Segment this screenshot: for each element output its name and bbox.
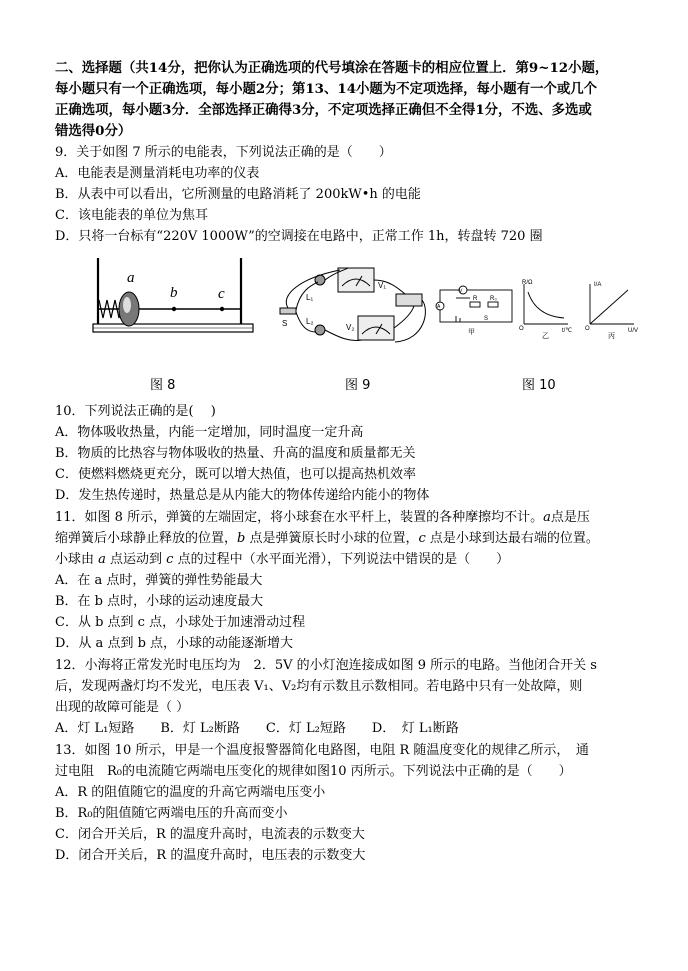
figure-8-diagram [93,258,253,332]
fig10-label-a: A [437,304,441,310]
q11-l3-a: 小球由 [55,552,99,567]
q11-l3-e: 点的过程中（水平面光滑），下列说法中错误的是（ ） [173,552,510,567]
fig9-battery [396,294,422,306]
fig10-caption: 图 10 [522,378,556,393]
fig10-label-o2: O [585,326,590,332]
q11-option-d: D．从 a 点到 b 点，小球的动能逐渐增大 [55,636,294,651]
fig9-bulb-2 [315,325,325,335]
fig10-label-bing: 丙 [608,333,615,340]
q11-l1-text: 11．如图 8 所示，弹簧的左端固定，将小球套在水平杆上，装置的各种摩擦均不计。 [55,510,544,525]
q13-option-b: B．R₀的阻值随它两端电压的升高而变小 [55,806,288,821]
q9-option-d: D．只将一台标有“220V 1000W”的空调接在电路中，正常工作 1h，转盘转 720 圈 [55,229,543,244]
q11-l1-tail: 点是压 [550,510,590,525]
q11-line-3 [55,549,509,570]
fig9-wire-6 [394,306,414,328]
fig10-label-r0: R₀ [490,296,497,302]
q10-stem: 10．下列说法正确的是( ) [55,404,216,419]
fig8-label-b: b [170,285,178,301]
q9-stem: 9．关于如图 7 所示的电能表，下列说法正确的是（ ） [55,145,392,160]
q9-option-b: B．从表中可以看出，它所测量的电路消耗了 200kW•h 的电能 [55,187,421,202]
fig9-switch [280,308,296,314]
q11-l2-d: c [418,531,426,546]
fig8-caption: 图 8 [150,378,176,393]
q11-option-a: A．在 a 点时，弹簧的弹性势能最大 [55,573,263,588]
fig10-resistor-r0 [488,302,498,307]
fig9-wire-4 [325,330,362,341]
fig9-caption: 图 9 [345,378,371,393]
section-header-line-4: 错选得0分） [55,123,132,139]
q11-line-2 [55,528,599,549]
q12-options: A．灯 L₁短路 B．灯 L₂断路 C．灯 L₂短路 D． 灯 L₁断路 [55,721,459,736]
q10-option-a: A．物体吸收热量，内能一定增加，同时温度一定升高 [55,425,364,440]
figure-10-diagram [436,280,638,340]
q13-option-a: A．R 的阻值随它的温度的升高它两端电压变小 [55,785,326,800]
fig10-label-ia: I/A [594,282,602,288]
fig10-label-v: V [459,288,463,295]
fig9-label-v2: V₂ [346,323,355,332]
q9-option-a: A．电能表是测量消耗电功率的仪表 [55,166,260,181]
fig10-label-o1: O [519,326,524,332]
fig9-voltmeter-2 [358,316,394,340]
fig10-label-ohm: R/Ω [522,280,533,286]
q11-line-1 [55,507,590,528]
q11-l3-c: 点运动到 [105,552,167,567]
figure-9-diagram [280,268,425,342]
q11-option-c: C．从 b 点到 c 点，小球处于加速滑动过程 [55,615,306,630]
q10-option-b: B．物质的比热容与物体吸收的热量、升高的温度和质量都无关 [55,446,416,461]
q11-l2-b: b [237,531,246,546]
q11-l3-d: c [166,552,174,567]
fig8-point-b [172,307,176,311]
q13-option-c: C．闭合开关后，R 的温度升高时，电流表的示数变大 [55,827,365,842]
q11-l2-c: 点是弹簧原长时小球的位置， [245,531,419,546]
q10-option-d: D．发生热传递时，热量总是从内能大的物体传递给内能小的物体 [55,488,430,503]
fig10-label-yi: 乙 [542,333,549,340]
q13-line-2: 过电阻 R₀的电流随它两端电压变化的规律如图10 丙所示。下列说法中正确的是（ ） [55,764,572,779]
fig9-label-l2: L₂ [306,317,314,326]
q13-option-d: D．闭合开关后，R 的温度升高时，电压表的示数变大 [55,848,366,863]
fig8-point-c [220,307,224,311]
fig9-label-s: S [282,319,288,328]
fig8-label-c: c [218,286,225,302]
fig9-label-v1: V₁ [378,281,387,290]
fig9-label-l1: L₁ [306,293,314,302]
q12-line-3: 出现的故障可能是（ ） [55,700,190,715]
q9-option-c: C．该电能表的单位为焦耳 [55,208,208,223]
fig9-voltmeter-1 [338,268,374,292]
q12-line-2: 后，发现两盏灯均不发光，电压表 V₁、V₂均有示数且示数相同。若电路中只有一处故障，则 [55,679,583,694]
figures-row [0,250,688,400]
section-header-line-3: 正确选项，每小题3分．全部选择正确得3分，不定项选择正确但不全得1分，不选、多选或 [55,102,592,118]
fig10-label-r: R [473,296,478,302]
q11-l2-a: 缩弹簧后小球静止释放的位置， [55,531,238,546]
q11-l3-b: a [98,552,106,567]
fig10-resistor-r [470,302,480,307]
fig10-bing-line [590,290,628,324]
q11-l2-e: 点是小球到达最右端的位置。 [425,531,599,546]
fig10-label-uv: U/V [628,328,639,334]
q12-line-1: 12．小海将正常发光时电压均为 2．5V 的小灯泡连接成如图 9 所示的电路。当他闭合开关 s [55,658,597,673]
q10-option-c: C．使燃料燃烧更充分，既可以增大热值，也可以提高热机效率 [55,467,416,482]
section-header-line-1: 二、选择题（共14分，把你认为正确选项的代号填涂在答题卡的相应位置上．第9~12小题， [55,60,609,76]
fig8-label-a: a [127,270,135,286]
q11-l1-a: a [543,510,551,525]
fig10-label-jia: 甲 [468,329,475,336]
q11-option-b: B．在 b 点时，小球的运动速度最大 [55,594,264,609]
q13-line-1: 13．如图 10 所示，甲是一个温度报警器简化电路图，电阻 R 随温度变化的规律乙所示， 通 [55,743,589,758]
fig10-label-s: S [484,316,489,322]
fig8-ball-highlight [123,297,131,313]
section-header-line-2: 每小题只有一个正确选项，每小题2分；第13、14小题为不定项选择，每小题有一个或几个 [55,81,598,97]
fig10-label-t: t/℃ [562,328,573,334]
fig10-yi-curve [528,292,564,318]
